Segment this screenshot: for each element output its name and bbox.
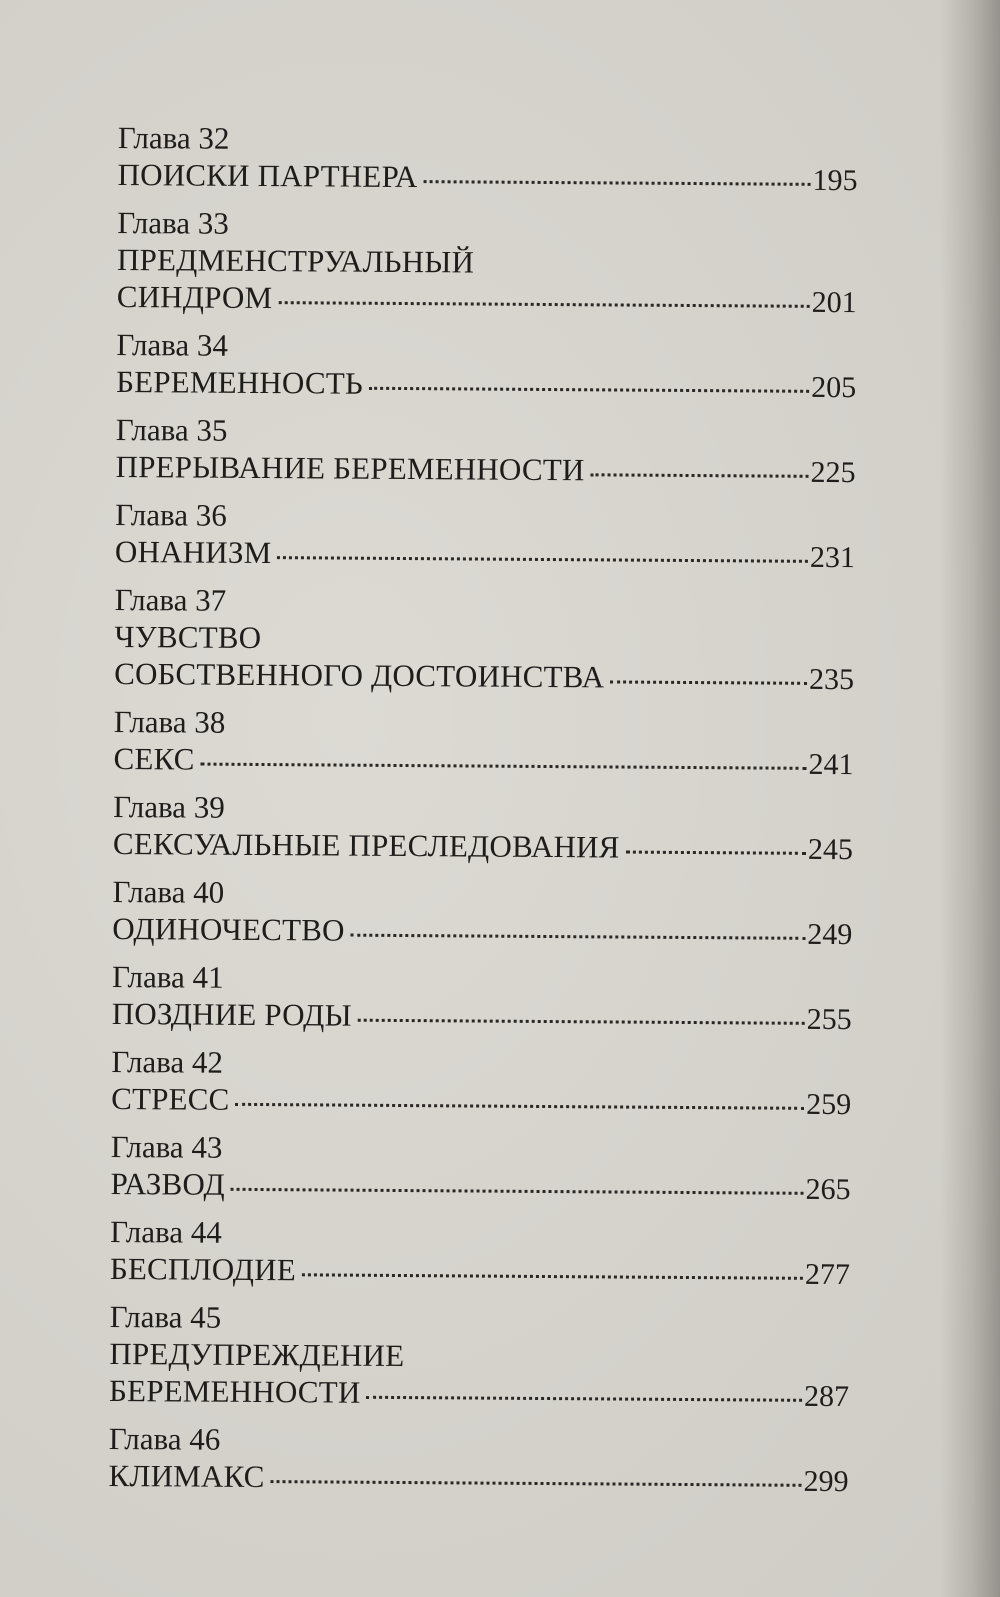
page-number: 277 (804, 1257, 851, 1292)
chapter-label: Глава 45 (109, 1298, 222, 1335)
chapter-title: ОНАНИЗМ (114, 533, 272, 571)
toc-entry (112, 874, 852, 952)
page-number: 265 (805, 1172, 851, 1207)
chapter-title-row (117, 278, 857, 320)
chapter-label: Глава 39 (113, 788, 225, 825)
toc-entry (111, 1044, 851, 1122)
chapter-title: СОБСТВЕННОГО ДОСТОИНСТВА (114, 655, 605, 695)
chapter-label: Глава 40 (112, 873, 225, 910)
page-number: 245 (807, 832, 854, 867)
chapter-title-row (111, 1080, 851, 1122)
chapter-title-row (113, 825, 853, 867)
page-number: 241 (808, 747, 854, 782)
chapter-label: Глава 33 (117, 204, 229, 241)
chapter-label: Глава 41 (111, 958, 224, 995)
dot-leader (626, 851, 806, 855)
page-number: 231 (809, 540, 856, 575)
chapter-title-line: ПРЕДМЕНСТРУАЛЬНЫЙ (116, 241, 475, 280)
toc-entry (108, 1421, 848, 1499)
chapter-title-line: ЧУВСТВО (114, 618, 262, 656)
dot-leader (271, 1480, 802, 1487)
chapter-title: БЕРЕМЕННОСТЬ (116, 363, 364, 401)
chapter-title-row (110, 1165, 850, 1207)
toc-entry (117, 120, 857, 198)
toc-entry (116, 327, 856, 405)
toc-entry (117, 205, 858, 320)
page-number: 205 (811, 370, 857, 405)
toc-entry (115, 412, 855, 490)
toc-entry (112, 959, 852, 1037)
page-number: 299 (803, 1464, 849, 1499)
chapter-label: Глава 34 (116, 326, 229, 363)
chapter-title: БЕСПЛОДИЕ (109, 1250, 297, 1288)
toc-entry (113, 789, 853, 867)
chapter-title: РАЗВОД (110, 1165, 225, 1202)
toc-entry (110, 1129, 850, 1207)
dot-leader (231, 1188, 804, 1195)
dot-leader (235, 1103, 804, 1110)
dot-leader (278, 301, 809, 308)
chapter-label: Глава 43 (110, 1128, 223, 1165)
dot-leader (277, 556, 808, 563)
toc-entry (115, 497, 855, 575)
toc-entry (113, 704, 853, 782)
dot-leader (302, 1273, 803, 1279)
dot-leader (590, 473, 808, 478)
chapter-title-row (112, 995, 852, 1037)
dot-leader (369, 387, 809, 393)
page-number: 225 (810, 455, 856, 490)
chapter-title: КЛИМАКС (108, 1457, 265, 1495)
chapter-title: СТРЕСС (111, 1080, 230, 1117)
chapter-title: ПРЕРЫВАНИЕ БЕРЕМЕННОСТИ (115, 448, 585, 488)
chapter-label: Глава 37 (114, 581, 227, 618)
chapter-title: СЕКС (113, 740, 195, 777)
chapter-title: БЕРЕМЕННОСТИ (109, 1372, 361, 1410)
chapter-label: Глава 36 (115, 496, 227, 533)
chapter-title: СИНДРОМ (116, 278, 273, 316)
chapter-title-row (112, 910, 852, 952)
chapter-label: Глава 32 (117, 120, 230, 156)
chapter-title: ОДИНОЧЕСТВО (112, 910, 345, 948)
chapter-title-row (113, 740, 853, 782)
chapter-title-row (115, 448, 855, 490)
page-number: 249 (807, 917, 853, 952)
dot-leader (424, 180, 811, 186)
chapter-title: ПОИСКИ ПАРТНЕРА (117, 156, 418, 195)
dot-leader (358, 1019, 805, 1025)
chapter-title-row (115, 533, 855, 575)
chapter-title-row (116, 363, 856, 405)
chapter-title-row (117, 156, 857, 198)
dot-leader (200, 763, 806, 770)
page-number: 287 (803, 1379, 850, 1414)
page-number: 259 (806, 1087, 852, 1122)
page-number: 201 (811, 285, 857, 320)
dot-leader (610, 680, 807, 684)
chapter-label: Глава 46 (108, 1420, 221, 1457)
dot-leader (351, 934, 806, 940)
page-gutter-shadow (940, 0, 1000, 1597)
chapter-title: ПОЗДНИЕ РОДЫ (111, 995, 352, 1033)
chapter-title-row (108, 1457, 848, 1499)
toc-entry (114, 582, 855, 697)
page-number: 255 (806, 1002, 852, 1037)
toc-entry (109, 1299, 850, 1414)
chapter-title-line: ПРЕДУПРЕЖДЕНИЕ (109, 1335, 405, 1374)
toc-entry (110, 1214, 850, 1292)
table-of-contents (108, 120, 858, 1511)
chapter-label: Глава 35 (115, 411, 228, 448)
chapter-title-row (109, 1372, 849, 1414)
chapter-label: Глава 42 (111, 1043, 224, 1080)
page-number: 195 (812, 163, 858, 198)
chapter-label: Глава 38 (113, 703, 226, 740)
chapter-title: СЕКСУАЛЬНЫЕ ПРЕСЛЕДОВАНИЯ (112, 825, 620, 865)
chapter-label: Глава 44 (110, 1213, 222, 1250)
page-number: 235 (808, 662, 855, 697)
chapter-title-row (114, 655, 854, 697)
chapter-title-row (110, 1250, 850, 1292)
dot-leader (366, 1396, 802, 1402)
